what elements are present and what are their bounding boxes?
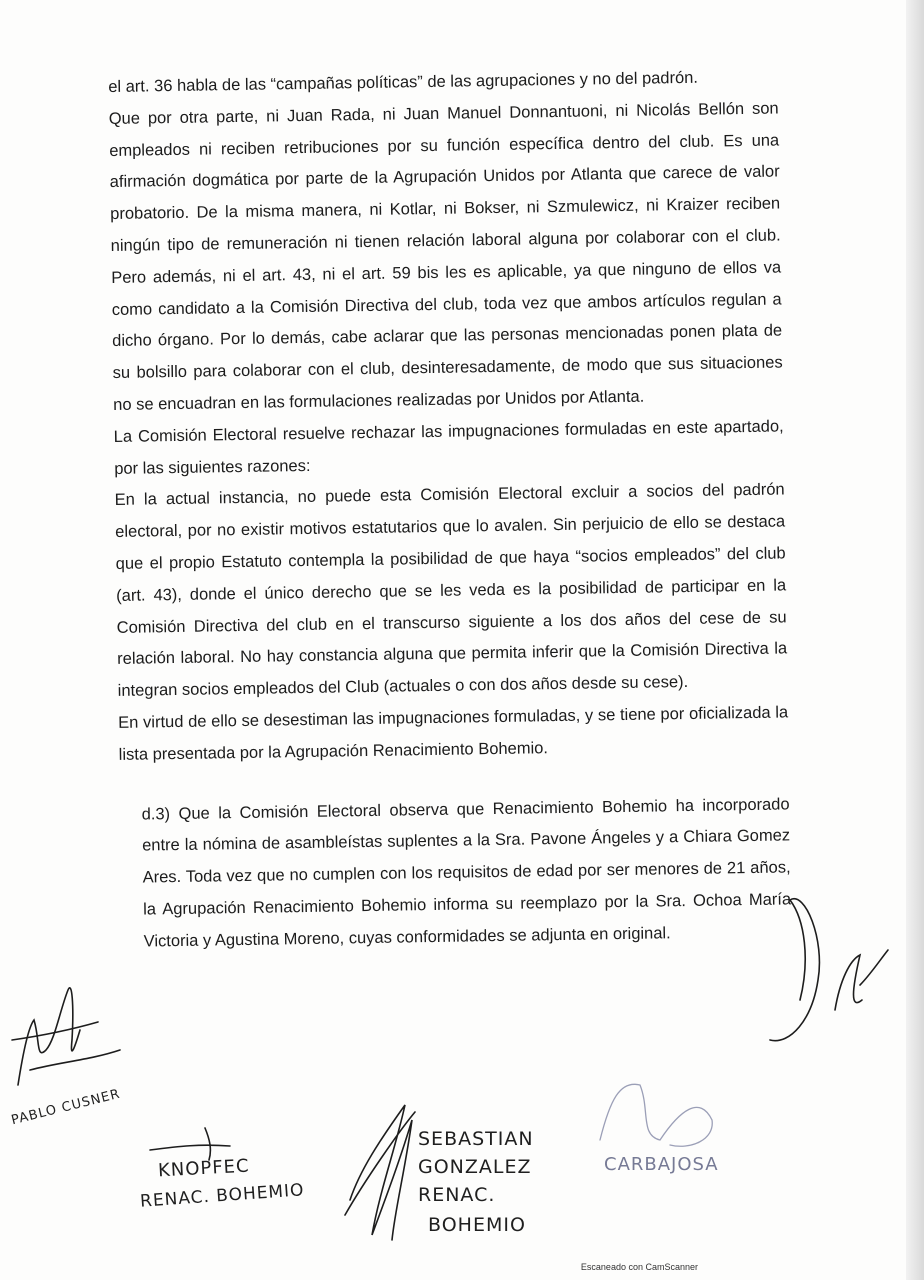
signature-name-left: PABLO CUSNER xyxy=(9,1086,122,1129)
paragraph-2: Que por otra parte, ni Juan Rada, ni Juan Manuel Donnantuoni, ni Nicolás Bellón son empleados ni reciben retribuciones por su función específica dentro del club. Es una afirmación dogmática por parte de la Agrupación Unidos por Atlanta que carece de valor probatorio. De la misma manera, ni Kotlar, ni Bokser, ni Szmulewicz, ni Kraizer reciben ningún tipo de remuneración ni tienen relación laboral alguna por colaborar con el club. Pero además, ni el art. 43, ni el art. 59 bis les es aplicable, ya que ninguno de ellos va como candidato a la Comisión Directiva del club, toda vez que ambos artículos regulan a dicho órgano. Por lo demás, cabe aclarar que las personas mencionadas ponen plata de su bolsillo para colaborar con el club, desinteresadamente, de modo que sus situaciones no se encuadran en las formulaciones realizadas por Unidos por Atlanta. xyxy=(108,99,783,414)
paragraph-3: La Comisión Electoral resuelve rechazar las impugnaciones formuladas en este apartado, por las siguientes razones: xyxy=(113,417,784,478)
signature-sebastian-line3: RENAC. xyxy=(418,1184,496,1206)
page-edge-shadow xyxy=(906,0,924,1280)
signature-knopfec-line1: KNOPFEC xyxy=(157,1155,251,1182)
item-d3: d.3) Que la Comisión Electoral observa que Renacimiento Bohemio ha incorporado entre la nómina de asambleístas suplentes a la Sra. Pavone Ángeles y a Chiara Gomez Ares. Toda vez que no cumplen con los requisitos de edad por ser menores de 21 años, la Agrupación Renacimiento Bohemio informa su reemplazo por la Sra. Ochoa María Victoria y Agustina Moreno, cuyas conformidades se adjunta en original. xyxy=(141,794,792,951)
document-body xyxy=(108,61,792,958)
paragraph-4: En la actual instancia, no puede esta Comisión Electoral excluir a socios del padrón electoral, por no existir motivos estatutarios que lo avalen. Sin perjuicio de ello se destaca que el propio Estatuto contempla la posibilidad de que haya “socios empleados” del club (art. 43), donde el único derecho que se les veda es la posibilidad de participar en la Comisión Directiva del club en el transcurso siguiente a los dos años del cese de su relación laboral. No hay constancia alguna que permita inferir que la Comisión Directiva la integran socios empleados del Club (actuales o con dos años desde su cese). xyxy=(114,480,788,701)
paragraph-5: En virtud de ello se desestiman las impugnaciones formuladas, y se tiene por oficializada la lista presentada por la Agrupación Renacimiento Bohemio. xyxy=(118,703,789,764)
scanner-watermark: Escaneado con CamScanner xyxy=(580,1262,698,1272)
signature-sebastian-line1: SEBASTIAN xyxy=(418,1128,534,1150)
signature-name-right: CARBAJOSA xyxy=(604,1154,719,1175)
signature-knopfec-line2: RENAC. BOHEMIO xyxy=(139,1180,306,1212)
signature-sebastian-line4: BOHEMIO xyxy=(428,1214,526,1236)
signature-sebastian-line2: GONZALEZ xyxy=(418,1156,532,1178)
paragraph-1: el art. 36 habla de las “campañas políticas” de las agrupaciones y no del padrón. xyxy=(108,68,699,96)
